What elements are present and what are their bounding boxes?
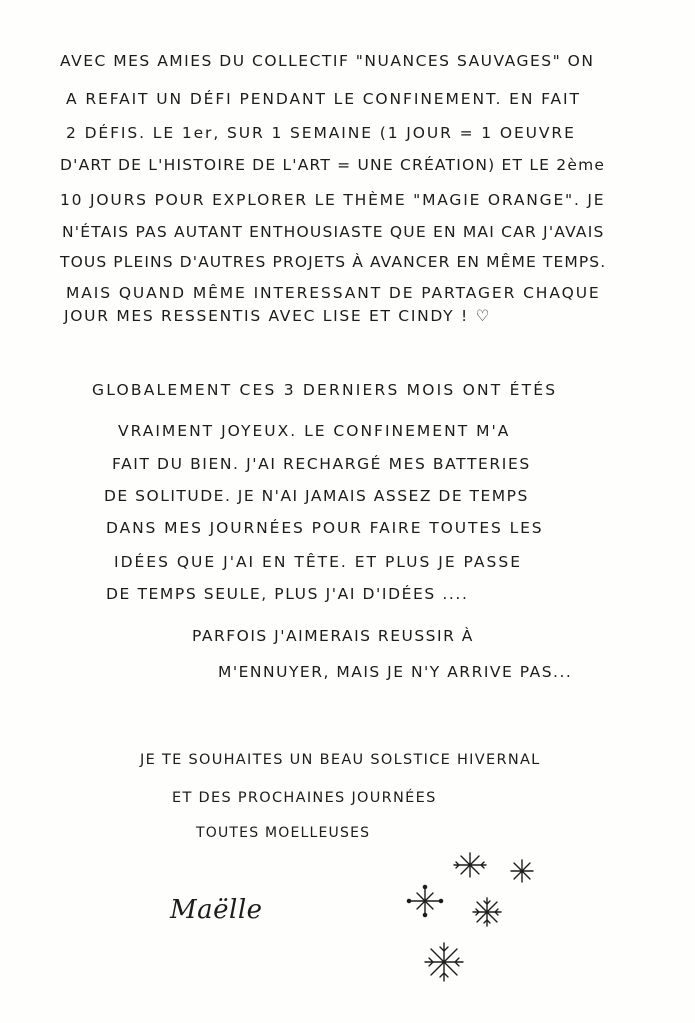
text-line: GLOBALEMENT CES 3 DERNIERS MOIS ONT ÉTÉS (92, 381, 558, 399)
text-line: ET DES PROCHAINES JOURNÉES (172, 790, 437, 806)
snowflake-icon (508, 857, 536, 885)
text-line: DE TEMPS SEULE, PLUS J'AI D'IDÉES .... (106, 585, 469, 603)
text-line: TOUTES MOELLEUSES (196, 825, 371, 841)
snowflake-icon (452, 850, 488, 880)
text-line: A REFAIT UN DÉFI PENDANT LE CONFINEMENT. EN FAIT (66, 90, 581, 108)
snowflake-icon (470, 895, 504, 929)
text-line: MAIS QUAND MÊME INTERESSANT DE PARTAGER CHAQUE (66, 284, 601, 302)
snowflake-icon (406, 884, 444, 918)
text-line: VRAIMENT JOYEUX. LE CONFINEMENT M'A (118, 422, 511, 440)
text-line: DANS MES JOURNÉES POUR FAIRE TOUTES LES (106, 519, 544, 537)
text-line: JE TE SOUHAITES UN BEAU SOLSTICE HIVERNAL (140, 752, 541, 768)
text-line: DE SOLITUDE. JE N'AI JAMAIS ASSEZ DE TEMPS (104, 487, 529, 505)
text-line: N'ÉTAIS PAS AUTANT ENTHOUSIASTE QUE EN MAI CAR J'AVAIS (62, 223, 605, 241)
text-line: TOUS PLEINS D'AUTRES PROJETS À AVANCER EN MÊME TEMPS. (60, 253, 607, 271)
text-line: M'ENNUYER, MAIS JE N'Y ARRIVE PAS... (218, 663, 573, 681)
text-line: AVEC MES AMIES DU COLLECTIF "NUANCES SAUVAGES" ON (60, 52, 595, 70)
signature: Maëlle (170, 895, 263, 925)
snowflake-icon (422, 940, 466, 984)
text-line: 10 JOURS POUR EXPLORER LE THÈME "MAGIE ORANGE". JE (60, 191, 606, 209)
text-line: FAIT DU BIEN. J'AI RECHARGÉ MES BATTERIES (112, 455, 531, 473)
text-line: PARFOIS J'AIMERAIS REUSSIR À (192, 627, 474, 645)
text-line: JOUR MES RESSENTIS AVEC LISE ET CINDY ! ♡ (64, 307, 492, 325)
text-line: IDÉES QUE J'AI EN TÊTE. ET PLUS JE PASSE (114, 553, 522, 571)
text-line: D'ART DE L'HISTOIRE DE L'ART = UNE CRÉATION) ET LE 2ème (60, 156, 606, 174)
text-line: 2 DÉFIS. LE 1er, SUR 1 SEMAINE (1 JOUR = 1 OEUVRE (66, 124, 576, 142)
